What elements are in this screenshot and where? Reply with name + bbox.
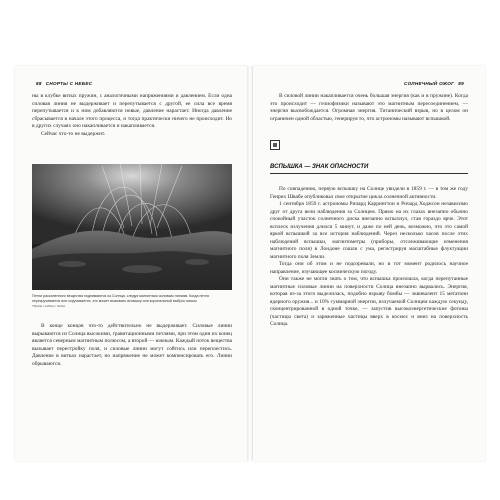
section-rule [270,173,468,174]
photo-caption [32,294,232,309]
right-page [253,66,485,461]
right-top-text [270,93,468,123]
left-top-text [32,93,232,138]
section-heading [270,164,468,170]
left-running-head [32,81,92,86]
right-running-head-title: СОЛНЕЧНЫЙ ОЖОГ [403,81,455,86]
right-body-text [270,186,468,329]
paragraph: Сейчас что-то не выдержит. [41,130,106,137]
right-page-number: 89 [458,81,464,86]
caption-text: Петли раскаленного вещества поднимаются из Солнца, следуя магнитным силовым линиям. Когда петля перекручивается или скручивается, это может вызывать вспышку или корональный выброс массы [32,294,209,303]
paragraph: Они также не могли знать о том, что вспышка произошла, когда перепутанные магнитные силовые линии на поверхности Солнца внезапно вырвались. Энергия, которая из-за этого выделилась, подобно взрыву бомбы — эквивалент 15 мегатонн ядерного оружия... и 10% суммарной энергии, излучаемой Солнцем каждую секунду, сконцентрированной в одной точке, — запустив высокоэнергетические фотоны (частицы света) и заряженные частицы вверх в космос и вниз на поверхность Солнца. [270,276,468,327]
paragraph: В силовой линии накапливается очень большая энергия (как и в пружине). Когда это происходит — гелиофизики называют это магнитным пересоединением, — энергия высвобождается. Огромная энергия. Титанический взрыв, но в целом он ограничен одной областью, генерируя то, что астрономы называют вспышкой. [270,93,468,122]
paragraph: 1 сентября 1859 г. астрономы Ричард Каррингтон и Ричард Ходжсон независимо друг от друга вели наблюдения за Солнцем. Прямо на их глазах внезапно обычно спокойный участок солнечного диска внезапно вспыхнул, став гораздо ярче. Этот всплеск излучения длился 5 минут, и даже по ней день, возможно, что это самой яркой вспышкой за все история наблюдений. Через несколько часов после этих наблюдений вспышки, магнитометры (приборы, отслеживающие изменения магнитного поля) в Лондоне сошли с ума, регистрируя масштабные флуктуации магнитного поля Земли. [270,201,468,260]
left-bottom-text [32,323,232,368]
section-marker-icon [270,140,280,150]
left-page [15,66,248,461]
paragraph: ны в клубке витых пружин, с аналогичными напряжениями и давлением. Если одна силовая линия не выдерживает и перепутывается с другой, ее сила все время перепутывается и к ним добавляются новые, давление нарастает. Иногда давление сбрасывается в начале этого процесса, и тогда практически ничего не происходит. Но в других случаях оно накапливается и накапливается. [32,93,232,129]
left-page-number: 88 [36,81,42,86]
solar-flare-photo [32,164,232,290]
left-running-head-title: СНОРТЫ С НЕБЕС [45,81,93,86]
book-spread [15,66,485,461]
section-title: ВСПЫШКА — ЗНАК ОПАСНОСТИ [270,164,369,170]
paragraph: В конце концов что-то действительно не выдерживает. Силовые линии вырываются из Солнца высокими, гравитационными петлями, при этом один их конец является северным магнитным полюсом, а второй — южным. Каждый поток вещества вызывает перестройку поля, и силовые линии могут сойтись или переплестись. Давление в витках нарастает, но напряжение не может компенсировать его. Линии обрываются. [32,323,232,367]
caption-credit: TRACE / LMSAL / NASA [32,304,66,308]
right-running-head [404,81,468,86]
paragraph: По совпадению, первую вспышку на Солнце увидели в 1859 г. — в том же году Генрих Швабе опубликовал свое открытие цикла солнечной активности. [270,186,468,200]
paragraph: Тогда они об этом и не подозревали, но в тот момент родилось научное направление, изучающее космическую погоду. [270,261,468,275]
